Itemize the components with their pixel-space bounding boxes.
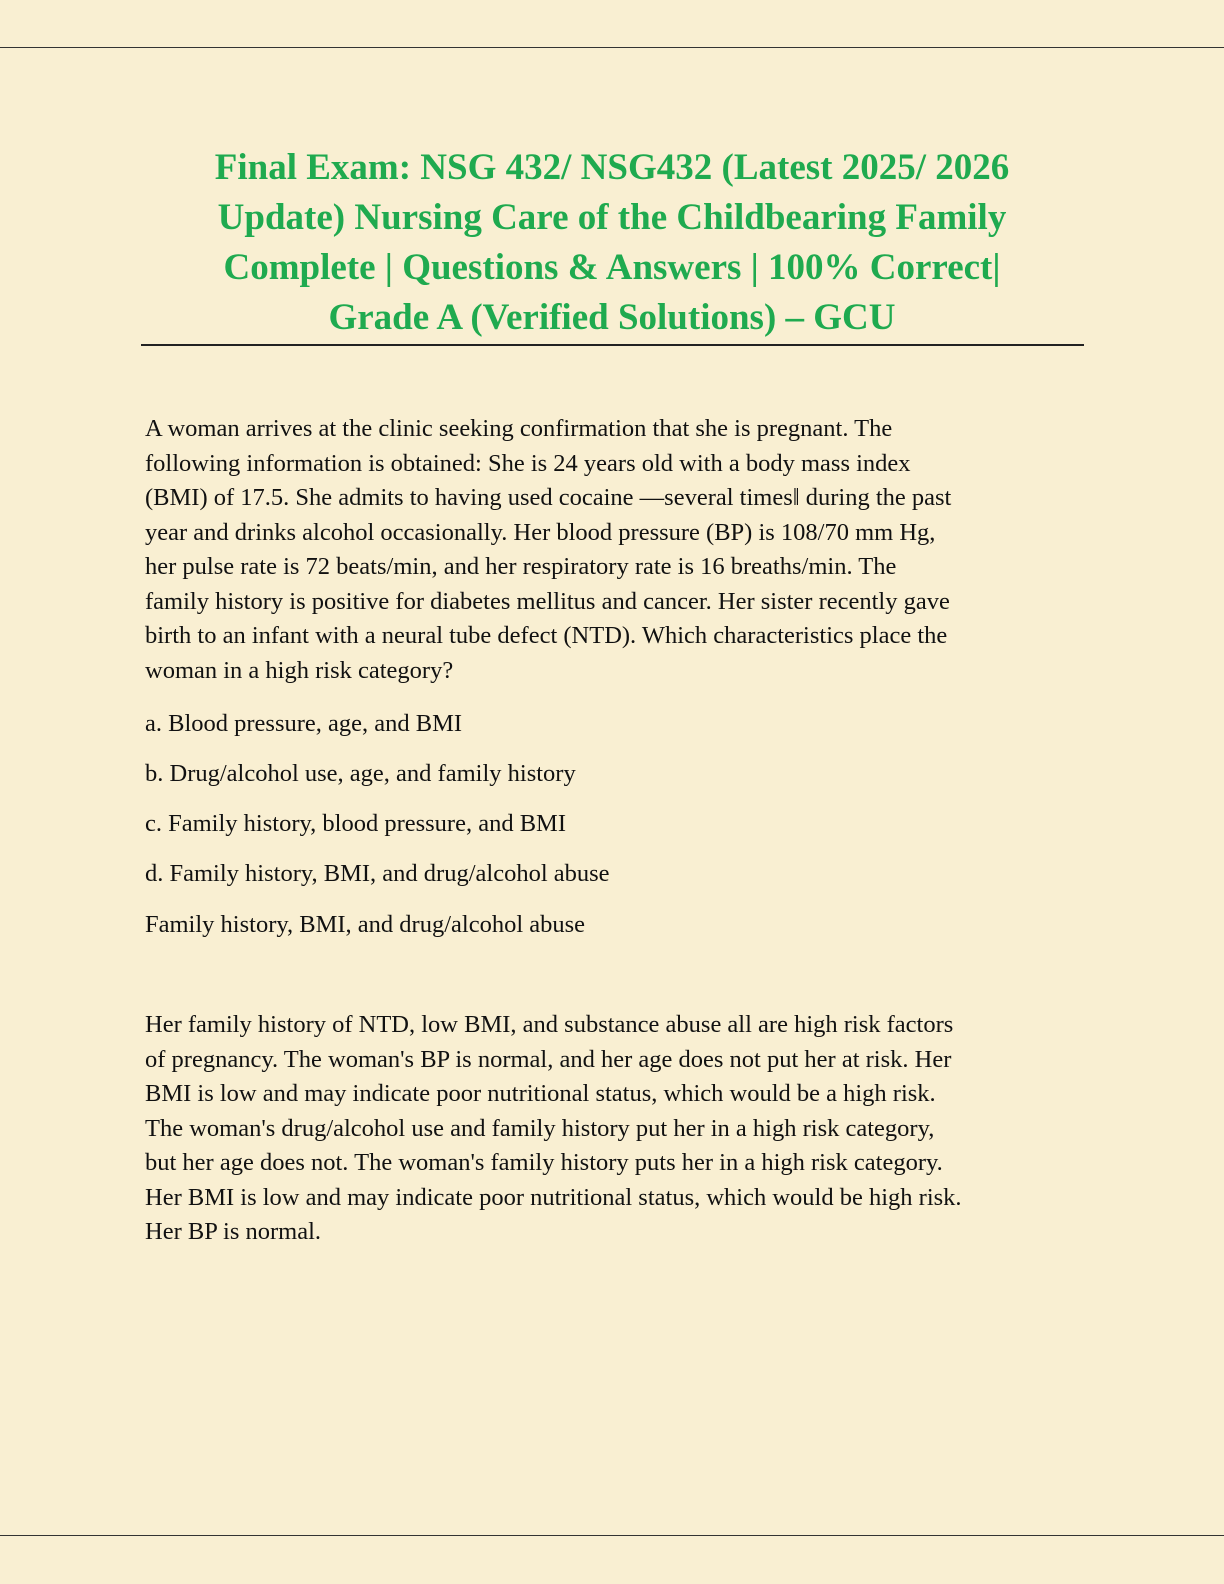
option-b: b. Drug/alcohol use, age, and family history	[145, 760, 576, 787]
question-line: birth to an infant with a neural tube defect (NTD). Which characteristics place the	[145, 622, 948, 649]
question-line: (BMI) of 17.5. She admits to having used cocaine ―several times‖ during the past	[145, 484, 952, 511]
rationale-line: of pregnancy. The woman's BP is normal, and her age does not put her at risk. Her	[145, 1045, 952, 1073]
rationale-line: Her BMI is low and may indicate poor nutritional status, which would be high risk.	[145, 1183, 962, 1211]
rationale-line: BMI is low and may indicate poor nutritional status, which would be a high risk.	[145, 1080, 936, 1107]
title-line: Complete | Questions & Answers | 100% Correct|	[223, 247, 1001, 288]
title-line: Grade A (Verified Solutions) – GCU	[328, 297, 896, 338]
rationale	[145, 1008, 1085, 1250]
title-underline	[141, 344, 1084, 346]
rationale-line: The woman's drug/alcohol use and family history put her in a high risk category,	[145, 1114, 935, 1142]
question-line: family history is positive for diabetes mellitus and cancer. Her sister recently gave	[145, 587, 950, 615]
option-a: a. Blood pressure, age, and BMI	[145, 710, 463, 737]
option-d: d. Family history, BMI, and drug/alcohol abuse	[145, 860, 610, 887]
question-line: woman in a high risk category?	[145, 656, 454, 684]
document-title	[140, 143, 1084, 343]
option-c: c. Family history, blood pressure, and BMI	[145, 810, 566, 837]
rationale-line: but her age does not. The woman's family history puts her in a high risk category.	[145, 1149, 943, 1176]
title-line: Final Exam: NSG 432/ NSG432 (Latest 2025/ 2026	[214, 147, 1010, 188]
question-line: following information is obtained: She is 24 years old with a body mass index	[145, 449, 911, 477]
question-line: her pulse rate is 72 beats/min, and her respiratory rate is 16 breaths/min. The	[145, 553, 897, 580]
rationale-line: Her family history of NTD, low BMI, and substance abuse all are high risk factors	[145, 1011, 954, 1038]
correct-answer: Family history, BMI, and drug/alcohol abuse	[145, 911, 586, 938]
page-top-rule	[0, 47, 1224, 48]
question-stem	[145, 412, 1085, 688]
page-bottom-rule	[0, 1535, 1224, 1536]
question-line: year and drinks alcohol occasionally. Her blood pressure (BP) is 108/70 mm Hg,	[145, 518, 936, 546]
title-line: Update) Nursing Care of the Childbearing Family	[217, 197, 1007, 238]
rationale-line: Her BP is normal.	[145, 1218, 322, 1245]
question-line: A woman arrives at the clinic seeking confirmation that she is pregnant. The	[145, 415, 893, 442]
